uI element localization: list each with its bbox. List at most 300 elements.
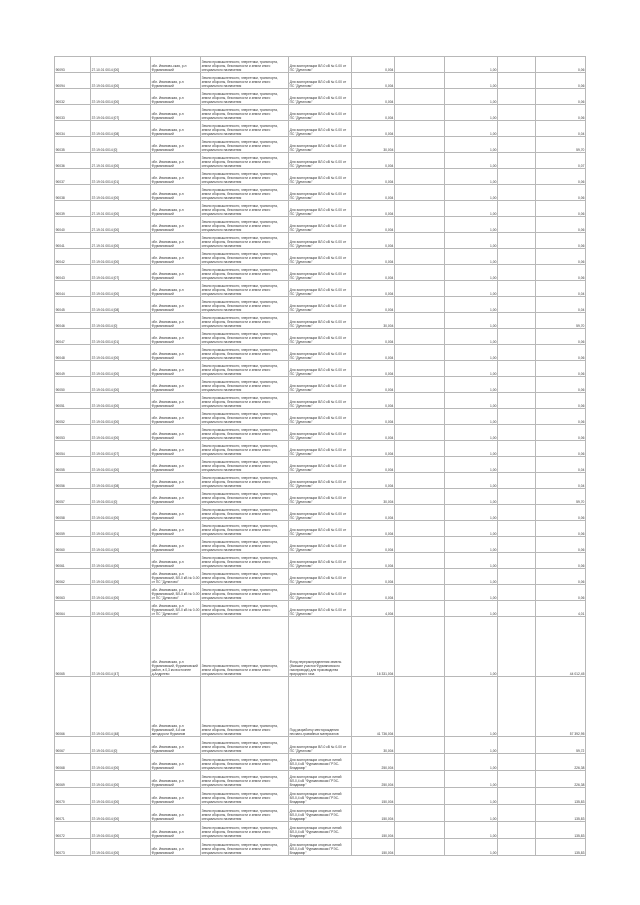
area-cell: 0,004 [352,361,395,377]
plot-code-cell: 90046 [55,313,91,329]
empty-cell [498,217,536,233]
address-cell: обл. Ивановская, р-н Фурмановский [151,89,201,105]
cadastral-number-cell: 37:19:01:0014 [08] [91,473,151,489]
amount-cell: 135,83 [536,805,586,822]
address-cell: обл. Ивановская, р-н Фурмановский [151,754,201,771]
permitted-use-cell: Для эксплуатации ВЛ-0 кВ № 0-00 от ПС "Дунилово" [289,153,352,169]
amount-cell: 57 392,95 [536,677,586,737]
permitted-use-cell: Для эксплуатации ВЛ-0 кВ № 0-00 от ПС "Дунилово" [289,297,352,313]
cadastral-number-cell: 37:19:01:0014 [00] [91,345,151,361]
cadastral-number-cell: 37:19:01:0014 [0] [91,137,151,153]
address-cell: обл. Ивановская, р-н Фурмановский [151,169,201,185]
amount-cell: 0,06 [536,425,586,441]
plot-code-cell: 90055 [55,457,91,473]
table-row [55,537,586,553]
land-category-cell: Земли промышленности, энергетики, транспорта, земли обороны, безопасности и земли иного специального назначения [201,737,289,754]
permitted-use-cell: Для эксплуатации ВЛ-0 кВ № 0-00 от ПС "Дунилово" [289,185,352,201]
table-row [55,137,586,153]
land-category-cell: Земли промышленности, энергетики, транспорта, земли обороны, безопасности и земли иного специального назначения [201,345,289,361]
empty-cell [498,569,536,585]
amount-cell: 135,83 [536,822,586,839]
plot-code-cell: 90072 [55,822,91,839]
coefficient-cell: 1,00 [445,361,498,377]
empty-cell [395,601,445,617]
area-cell: 250,004 [352,771,395,788]
empty-cell [498,553,536,569]
address-cell: обл. Ивановская, р-н Фурмановский [151,805,201,822]
address-cell: обл. Ивановская, р-н Фурмановский [151,473,201,489]
amount-cell: 59,70 [536,489,586,505]
plot-code-cell: 90048 [55,345,91,361]
table-row [55,489,586,505]
cadastral-number-cell: 37:19:01:0014 [00] [91,425,151,441]
address-cell: обл. Ивановская, р-н Фурмановский, Фурмановский район, в 0,3 км восточнее д.Андреево [151,617,201,677]
table-row [55,329,586,345]
cadastral-number-cell: 37:19:01:0014 [00] [91,553,151,569]
land-category-cell: Земли промышленности, энергетики, транспорта, земли обороны, безопасности и земли иного специального назначения [201,105,289,121]
coefficient-cell: 1,00 [445,217,498,233]
permitted-use-cell: Для эксплуатации ВЛ-0 кВ № 0-00 от ПС "Дунилово" [289,217,352,233]
permitted-use-cell: Для эксплуатации ВЛ-0 кВ № 0-00 от ПС "Дунилово" [289,73,352,89]
cadastral-number-cell: 37:19:01:0014 [48] [91,677,151,737]
plot-code-cell: 90034 [55,121,91,137]
address-cell: обл. Ивановская, р-н Фурмановский [151,73,201,89]
table-row [55,409,586,425]
table-row [55,737,586,754]
plot-code-cell: 90058 [55,505,91,521]
empty-cell [395,121,445,137]
coefficient-cell: 1,00 [445,569,498,585]
land-category-cell: Земли промышленности, энергетики, транспорта, земли обороны, безопасности и земли иного специального назначения [201,249,289,265]
land-category-cell: Земли промышленности, энергетики, транспорта, земли обороны, безопасности и земли иного специального назначения [201,754,289,771]
permitted-use-cell: Для эксплуатации ВЛ-0 кВ № 0-00 от ПС "Дунилово" [289,441,352,457]
coefficient-cell: 1,00 [445,153,498,169]
permitted-use-cell: Для эксплуатации ВЛ-0 кВ № 0-00 от ПС "Дунилово" [289,601,352,617]
empty-cell [395,217,445,233]
empty-cell [395,233,445,249]
empty-cell [395,281,445,297]
table-row [55,839,586,856]
coefficient-cell: 1,00 [445,754,498,771]
address-cell: обл. Ивановская, р-н Фурмановский [151,457,201,473]
amount-cell: 0,04 [536,457,586,473]
coefficient-cell: 1,00 [445,185,498,201]
cadastral-number-cell: 37:19:01:0014 [0] [91,313,151,329]
empty-cell [395,473,445,489]
permitted-use-cell: Для эксплуатации ВЛ-0 кВ № 0-00 от ПС "Дунилово" [289,57,352,73]
table-row [55,121,586,137]
permitted-use-cell: Для эксплуатации ВЛ-0 кВ № 0-00 от ПС "Дунилово" [289,425,352,441]
table-row [55,57,586,73]
empty-cell [395,489,445,505]
coefficient-cell: 1,00 [445,521,498,537]
address-cell: обл. Ивановская, р-н Фурмановский [151,281,201,297]
area-cell: 250,004 [352,754,395,771]
cadastral-number-cell: 37:19:01:0014 [01] [91,329,151,345]
plot-code-cell: 90094 [55,73,91,89]
coefficient-cell: 1,00 [445,409,498,425]
land-category-cell: Земли промышленности, энергетики, транспорта, земли обороны, безопасности и земли иного специального назначения [201,409,289,425]
coefficient-cell: 1,00 [445,617,498,677]
empty-cell [395,737,445,754]
coefficient-cell: 1,00 [445,553,498,569]
coefficient-cell: 1,00 [445,281,498,297]
area-cell: 0,004 [352,249,395,265]
table-row [55,441,586,457]
area-cell: 150,004 [352,788,395,805]
address-cell: обл. Ивановская, р-н Фурмановский [151,297,201,313]
empty-cell [395,457,445,473]
table-row [55,73,586,89]
permitted-use-cell: Для эксплуатации ВЛ-0 кВ № 0-00 от ПС "Дунилово" [289,313,352,329]
address-cell: обл. Ивановская, р-н Фурмановский [151,105,201,121]
empty-cell [395,89,445,105]
table-row [55,345,586,361]
address-cell: обл. Ивановская, р-н Фурмановский [151,393,201,409]
cadastral-number-cell: 37:19:01:0014 [00] [91,754,151,771]
land-category-cell: Земли промышленности, энергетики, транспорта, земли обороны, безопасности и земли иного специального назначения [201,822,289,839]
permitted-use-cell: Для эксплуатации ВЛ-0 кВ № 0-00 от ПС "Дунилово" [289,265,352,281]
amount-cell: 44 012,45 [536,617,586,677]
amount-cell: 0,04 [536,297,586,313]
address-cell: обл. Ивановская, р-н Фурмановский [151,441,201,457]
land-category-cell: Земли промышленности, энергетики, транспорта, земли обороны, безопасности и земли иного специального назначения [201,169,289,185]
plot-code-cell: 90057 [55,489,91,505]
area-cell: 0,004 [352,473,395,489]
empty-cell [395,393,445,409]
empty-cell [395,754,445,771]
plot-code-cell: 90064 [55,601,91,617]
address-cell: обл. Ивановская, р-н Фурмановский [151,137,201,153]
area-cell: 0,004 [352,457,395,473]
cadastral-number-cell: 37:19:01:0014 [00] [91,585,151,601]
empty-cell [395,265,445,281]
coefficient-cell: 1,00 [445,585,498,601]
empty-cell [498,521,536,537]
address-cell: обл. Ивановская, р-н Фурмановский [151,265,201,281]
land-category-cell: Земли промышленности, энергетики, транспорта, земли обороны, безопасности и земли иного специального назначения [201,839,289,856]
address-cell: обл. Ивановская, р-н Фурмановский [151,489,201,505]
area-cell: 0,004 [352,121,395,137]
table-row [55,105,586,121]
area-cell: 0,004 [352,73,395,89]
address-cell: обл. Ивановская, р-н Фурмановский [151,217,201,233]
empty-cell [498,329,536,345]
permitted-use-cell: Для эксплуатации ВЛ-0 кВ № 0-00 от ПС "Дунилово" [289,105,352,121]
permitted-use-cell: Для эксплуатации ВЛ-0 кВ № 0-00 от ПС "Дунилово" [289,393,352,409]
cadastral-number-cell: 37:19:01:0014 [00] [91,377,151,393]
empty-cell [395,73,445,89]
plot-code-cell: 90050 [55,377,91,393]
plot-code-cell: 90061 [55,553,91,569]
address-cell: обл. Ивановская, р-н Фурмановский [151,409,201,425]
empty-cell [498,788,536,805]
land-category-cell: Земли промышленности, энергетики, транспорта, земли обороны, безопасности и земли иного специального назначения [201,185,289,201]
permitted-use-cell: Для эксплуатации ВЛ-0 кВ № 0-00 от ПС "Дунилово" [289,121,352,137]
document-page [54,56,585,856]
empty-cell [395,569,445,585]
cadastral-number-cell: 37:19:01:0014 [00] [91,822,151,839]
coefficient-cell: 1,00 [445,601,498,617]
empty-cell [498,585,536,601]
plot-code-cell: 90039 [55,201,91,217]
area-cell: 0,004 [352,569,395,585]
land-category-cell: Земли промышленности, энергетики, транспорта, земли обороны, безопасности и земли иного специального назначения [201,521,289,537]
empty-cell [498,822,536,839]
cadastral-number-cell: 37:19:01:0014 [00] [91,249,151,265]
address-cell: обл. Ивановская, р-н Фурмановский, 4-й км автодороги Фурманов [151,677,201,737]
empty-cell [395,409,445,425]
plot-code-cell: 90060 [55,537,91,553]
address-cell: обл. Ивановская, р-н Фурмановский [151,788,201,805]
cadastral-number-cell: 37:19:01:0014 [00] [91,601,151,617]
empty-cell [395,345,445,361]
address-cell: обл. Ивановская, р-н Фурмановский [151,771,201,788]
land-category-cell: Земли промышленности, энергетики, транспорта, земли обороны, безопасности и земли иного специального назначения [201,505,289,521]
empty-cell [498,185,536,201]
permitted-use-cell: Для эксплуатации опорных линий ВЛ-0,4 кВ "Фурмановская ГРЭС-Владимир" [289,754,352,771]
cadastral-number-cell: 37:19:01:0014 [00] [91,73,151,89]
empty-cell [498,377,536,393]
coefficient-cell: 1,00 [445,771,498,788]
area-cell: 0,004 [352,537,395,553]
empty-cell [498,137,536,153]
empty-cell [498,281,536,297]
empty-cell [395,805,445,822]
permitted-use-cell: Для эксплуатации ВЛ-0 кВ № 0-00 от ПС "Дунилово" [289,553,352,569]
permitted-use-cell: Для эксплуатации ВЛ-0 кВ № 0-00 от ПС "Дунилово" [289,489,352,505]
permitted-use-cell: Для эксплуатации ВЛ-0 кВ № 0-00 от ПС "Дунилово" [289,409,352,425]
plot-code-cell: 90067 [55,737,91,754]
empty-cell [395,521,445,537]
cadastral-number-cell: 37:19:01:0014 [07] [91,105,151,121]
empty-cell [498,754,536,771]
empty-cell [498,249,536,265]
land-category-cell: Земли промышленности, энергетики, транспорта, земли обороны, безопасности и земли иного специального назначения [201,457,289,473]
empty-cell [498,805,536,822]
empty-cell [395,585,445,601]
permitted-use-cell: Для эксплуатации ВЛ-0 кВ № 0-00 от ПС "Дунилово" [289,473,352,489]
permitted-use-cell: Для эксплуатации ВЛ-0 кВ № 0-00 от ПС "Дунилово" [289,201,352,217]
area-cell: 0,004 [352,281,395,297]
area-cell: 0,004 [352,217,395,233]
land-category-cell: Земли промышленности, энергетики, транспорта, земли обороны, безопасности и земли иного специального назначения [201,121,289,137]
table-row [55,217,586,233]
land-category-cell: Земли промышленности, энергетики, транспорта, земли обороны, безопасности и земли иного специального назначения [201,441,289,457]
table-row [55,265,586,281]
permitted-use-cell: Для эксплуатации ВЛ-0 кВ № 0-00 от ПС "Дунилово" [289,505,352,521]
permitted-use-cell: Для эксплуатации ВЛ-0 кВ № 0-00 от ПС "Дунилово" [289,361,352,377]
empty-cell [395,185,445,201]
permitted-use-cell: Под разработку месторождения песчано-гравийных материалов [289,677,352,737]
empty-cell [395,771,445,788]
address-cell: обл. Ивановская, р-н Фурмановский [151,839,201,856]
plot-code-cell: 90049 [55,361,91,377]
empty-cell [498,201,536,217]
plot-code-cell: 90044 [55,281,91,297]
permitted-use-cell: Для эксплуатации ВЛ-0 кВ № 0-00 от ПС "Дунилово" [289,233,352,249]
empty-cell [395,153,445,169]
amount-cell: 135,83 [536,788,586,805]
amount-cell: 0,06 [536,201,586,217]
table-row [55,297,586,313]
plot-code-cell: 90033 [55,105,91,121]
empty-cell [498,361,536,377]
land-category-cell: Земли промышленности, энергетики, транспорта, земли обороны, безопасности и земли иного специального назначения [201,153,289,169]
area-cell: 0,004 [352,393,395,409]
plot-code-cell: 90071 [55,805,91,822]
area-cell: 16 331,004 [352,617,395,677]
empty-cell [395,313,445,329]
address-cell: обл. Ивановская, р-н Фурмановский [151,233,201,249]
address-cell: обл. Ивановская, р-н Фурмановский [151,201,201,217]
empty-cell [498,169,536,185]
coefficient-cell: 1,00 [445,121,498,137]
area-cell: 0,004 [352,185,395,201]
address-cell: обл. Ивановская, р-н Фурмановский [151,345,201,361]
area-cell: 0,004 [352,297,395,313]
cadastral-number-cell: 37:19:01:0014 [00] [91,281,151,297]
plot-code-cell: 90045 [55,297,91,313]
coefficient-cell: 1,00 [445,297,498,313]
land-category-cell: Земли промышленности, энергетики, транспорта, земли обороны, безопасности и земли иного специального назначения [201,377,289,393]
land-category-cell: Земли промышленности, энергетики, транспорта, земли обороны, безопасности и земли иного специального назначения [201,57,289,73]
address-cell: обл. Ивановская, р-н Фурмановский [151,521,201,537]
address-cell: обл. Ивановская, р-н Фурмановский [151,377,201,393]
area-cell: 0,004 [352,89,395,105]
land-plots-table [54,56,586,856]
land-category-cell: Земли промышленности, энергетики, транспорта, земли обороны, безопасности и земли иного специального назначения [201,297,289,313]
plot-code-cell: 90052 [55,409,91,425]
cadastral-number-cell: 37:19:01:0014 [01] [91,521,151,537]
amount-cell: 59,70 [536,313,586,329]
table-row [55,677,586,737]
permitted-use-cell: Для эксплуатации опорных линий ВЛ-0,4 кВ "Фурмановская ГРЭС-Владимир" [289,771,352,788]
table-row [55,233,586,249]
cadastral-number-cell: 37:19:01:0014 [0] [91,489,151,505]
land-category-cell: Земли промышленности, энергетики, транспорта, земли обороны, безопасности и земли иного специального назначения [201,569,289,585]
permitted-use-cell: Для эксплуатации ВЛ-0 кВ № 0-00 от ПС "Дунилово" [289,377,352,393]
address-cell: обл. Ивановская, р-н Фурмановский [151,737,201,754]
amount-cell: 0,06 [536,217,586,233]
amount-cell: 0,06 [536,73,586,89]
amount-cell: 0,06 [536,377,586,393]
amount-cell: 0,06 [536,233,586,249]
amount-cell: 0,06 [536,265,586,281]
permitted-use-cell: Для эксплуатации ВЛ-0 кВ № 0-00 от ПС "Дунилово" [289,521,352,537]
amount-cell: 0,06 [536,105,586,121]
empty-cell [498,233,536,249]
empty-cell [498,393,536,409]
plot-code-cell: 90040 [55,217,91,233]
empty-cell [395,553,445,569]
cadastral-number-cell: 27.19.01 0014 [00] [91,233,151,249]
address-cell: обл. Ивановская, р-н Фурмановский [151,329,201,345]
address-cell: обл. Ивановская, р-н Фурмановский [151,121,201,137]
cadastral-number-cell: 37:19:01:0014 [00] [91,393,151,409]
table-row [55,249,586,265]
permitted-use-cell: Для эксплуатации опорных линий ВЛ-0,4 кВ "Фурмановская ГРЭС-Владимир" [289,805,352,822]
permitted-use-cell: Для эксплуатации ВЛ-0 кВ № 0-00 от ПС "Дунилово" [289,457,352,473]
cadastral-number-cell: 37:19:01:0014 [00] [91,805,151,822]
amount-cell: 0,06 [536,361,586,377]
cadastral-number-cell: 27.10.01 0014 [00] [91,57,151,73]
table-row [55,393,586,409]
empty-cell [395,839,445,856]
area-cell: 0,004 [352,585,395,601]
table-row [55,754,586,771]
area-cell: 0,004 [352,265,395,281]
address-cell: обл. Ивановская, р-н Фурмановский [151,313,201,329]
coefficient-cell: 1,00 [445,105,498,121]
plot-code-cell: 90053 [55,425,91,441]
coefficient-cell: 1,00 [445,489,498,505]
cadastral-number-cell: 37:19:01:0014 [00] [91,505,151,521]
empty-cell [498,313,536,329]
empty-cell [395,249,445,265]
empty-cell [498,457,536,473]
plot-code-cell: 90068 [55,754,91,771]
plot-code-cell: 90066 [55,677,91,737]
table-row [55,569,586,585]
coefficient-cell: 1,00 [445,677,498,737]
address-cell: обл. Ивановская, р-н Фурмановский [151,553,201,569]
empty-cell [498,601,536,617]
empty-cell [395,137,445,153]
empty-cell [498,409,536,425]
amount-cell: 0,06 [536,345,586,361]
table-row [55,169,586,185]
area-cell: 0,004 [352,377,395,393]
amount-cell: 0,06 [536,169,586,185]
permitted-use-cell: Для эксплуатации ВЛ-0 кВ № 0-00 от ПС "Дунилово" [289,89,352,105]
plot-code-cell: 90042 [55,249,91,265]
amount-cell: 0,06 [536,537,586,553]
land-category-cell: Земли промышленности, энергетики, транспорта, земли обороны, безопасности и земли иного специального назначения [201,265,289,281]
land-category-cell: Земли промышленности, энергетики, транспорта, земли обороны, безопасности и земли иного специального назначения [201,601,289,617]
plot-code-cell: 90032 [55,89,91,105]
permitted-use-cell: Для эксплуатации ВЛ-0 кВ № 0-00 от ПС "Дунилово" [289,345,352,361]
land-category-cell: Земли промышленности, энергетики, транспорта, земли обороны, безопасности и земли иного специального назначения [201,313,289,329]
empty-cell [395,201,445,217]
empty-cell [395,377,445,393]
area-cell: 0,004 [352,441,395,457]
plot-code-cell: 90065 [55,617,91,677]
empty-cell [395,505,445,521]
cadastral-number-cell: 37:19:01:0014 [08] [91,297,151,313]
permitted-use-cell: Фонд перераспределения земель (бывшие участки Фурмановского газопровода) для производства природного газа [289,617,352,677]
permitted-use-cell: Для эксплуатации ВЛ-0 кВ № 0-00 от ПС "Дунилово" [289,249,352,265]
coefficient-cell: 1,00 [445,73,498,89]
amount-cell: 0,06 [536,441,586,457]
plot-code-cell: 90047 [55,329,91,345]
cadastral-number-cell: 37:19:01:0014 [0] [91,737,151,754]
plot-code-cell: 90043 [55,265,91,281]
area-cell: 0,004 [352,201,395,217]
land-category-cell: Земли промышленности, энергетики, транспорта, земли обороны, безопасности и земли иного специального назначения [201,553,289,569]
land-category-cell: Земли промышленности, энергетики, транспорта, земли обороны, безопасности и земли иного специального назначения [201,281,289,297]
empty-cell [395,441,445,457]
land-category-cell: Земли промышленности, энергетики, транспорта, земли обороны, безопасности и земли иного специального назначения [201,473,289,489]
table-row [55,585,586,601]
land-category-cell: Земли промышленности, энергетики, транспорта, земли обороны, безопасности и земли иного специального назначения [201,537,289,553]
empty-cell [498,839,536,856]
plot-code-cell: 90059 [55,521,91,537]
table-row [55,553,586,569]
amount-cell: 0,06 [536,393,586,409]
plot-code-cell: 90063 [55,585,91,601]
coefficient-cell: 1,00 [445,313,498,329]
